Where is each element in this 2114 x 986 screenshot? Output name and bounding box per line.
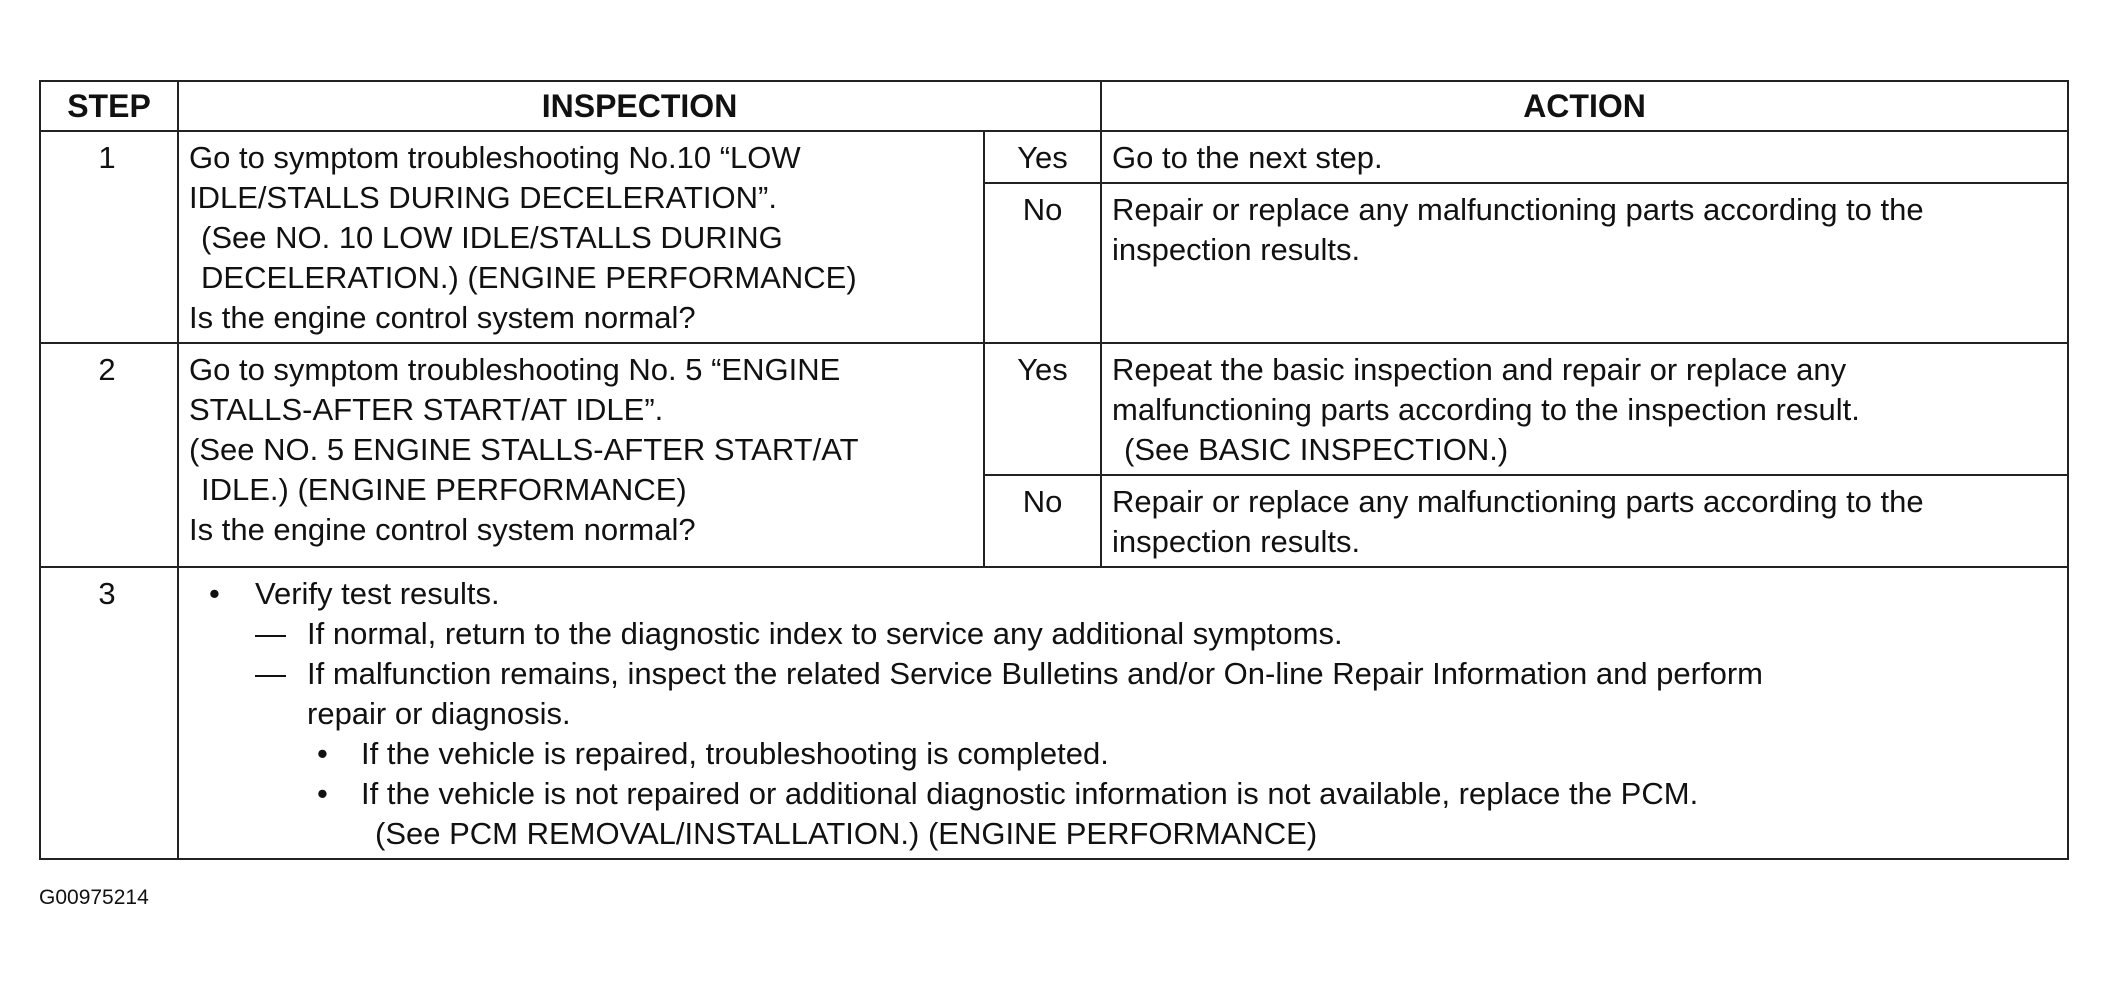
- dash-item: — If normal, return to the diagnostic index to service any additional symptoms.: [189, 614, 2059, 654]
- no-label: No: [984, 475, 1101, 567]
- inspection-cell: [178, 131, 984, 343]
- inspection-line: DECELERATION.) (ENGINE PERFORMANCE): [201, 260, 857, 295]
- sub-bullet-item: • If the vehicle is not repaired or additional diagnostic information is not available, replace the PCM.: [189, 774, 2059, 814]
- table-row-step-1-yes: [40, 131, 2068, 183]
- bullet-item: • Verify test results.: [189, 574, 2059, 614]
- header-row: [40, 81, 2068, 131]
- action-line: Repair or replace any malfunctioning parts according to the: [1112, 192, 1924, 227]
- header-inspection: INSPECTION: [178, 81, 1101, 131]
- dash-item-continued: repair or diagnosis.: [307, 696, 571, 731]
- table-row-step-3: [40, 567, 2068, 859]
- no-action-cell: [1101, 475, 2068, 567]
- table-row-step-2-yes: [40, 343, 2068, 475]
- inspection-line: STALLS-AFTER START/AT IDLE”.: [189, 392, 664, 427]
- figure-code: G00975214: [39, 886, 149, 909]
- yes-label: Yes: [984, 343, 1101, 475]
- action-line: Go to the next step.: [1112, 140, 1383, 175]
- inspection-line: (See NO. 10 LOW IDLE/STALLS DURING: [201, 220, 783, 255]
- sub-bullet-continued: (See PCM REMOVAL/INSTALLATION.) (ENGINE PERFORMANCE): [375, 816, 1318, 851]
- step-number: 3: [40, 567, 178, 859]
- action-line: Repeat the basic inspection and repair or replace any: [1112, 352, 1847, 387]
- action-line: malfunctioning parts according to the inspection result.: [1112, 392, 1860, 427]
- step-number: 1: [40, 131, 178, 343]
- header-step: STEP: [40, 81, 178, 131]
- inspection-line: Go to symptom troubleshooting No. 5 “ENGINE: [189, 352, 841, 387]
- diagnostic-table: [39, 80, 2069, 860]
- inspection-cell: [178, 343, 984, 567]
- header-action: ACTION: [1101, 81, 2068, 131]
- inspection-line: IDLE/STALLS DURING DECELERATION”.: [189, 180, 777, 215]
- inspection-line: Is the engine control system normal?: [189, 512, 696, 547]
- action-line: (See BASIC INSPECTION.): [1124, 432, 1509, 467]
- action-line: inspection results.: [1112, 524, 1361, 559]
- yes-action-cell: [1101, 131, 2068, 183]
- action-line: inspection results.: [1112, 232, 1361, 267]
- inspection-line: IDLE.) (ENGINE PERFORMANCE): [201, 472, 687, 507]
- yes-label: Yes: [984, 131, 1101, 183]
- sub-bullet-item: • If the vehicle is repaired, troubleshooting is completed.: [189, 734, 2059, 774]
- yes-action-cell: [1101, 343, 2068, 475]
- action-line: Repair or replace any malfunctioning parts according to the: [1112, 484, 1924, 519]
- inspection-line: Is the engine control system normal?: [189, 300, 696, 335]
- no-action-cell: [1101, 183, 2068, 343]
- step-number: 2: [40, 343, 178, 567]
- inspection-line: (See NO. 5 ENGINE STALLS-AFTER START/AT: [189, 432, 859, 467]
- dash-item: — If malfunction remains, inspect the related Service Bulletins and/or On-line Repair Information and perform: [189, 654, 2059, 694]
- no-label: No: [984, 183, 1101, 343]
- inspection-line: Go to symptom troubleshooting No.10 “LOW: [189, 140, 801, 175]
- step-3-cell: [178, 567, 2068, 859]
